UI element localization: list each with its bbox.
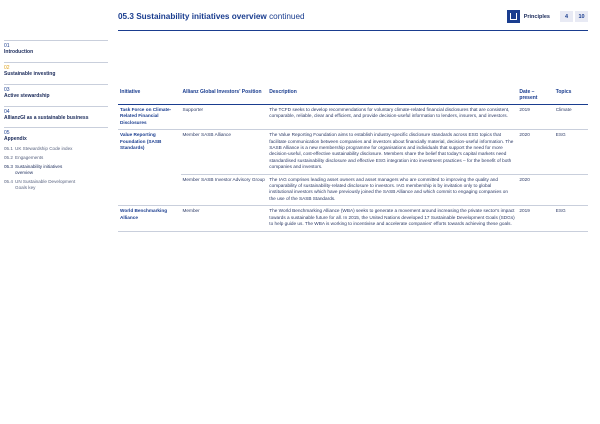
table-row	[118, 206, 588, 231]
cell-description: The IAG comprises leading asset owners and asset managers who are committed to improving the quality and comparability of sustainability-related disclosure to investors. IAG membership is by invitation only to global institutional investors which have previously joined the SASB Alliance and which commit to engaging companies on the use of the SASB Standards.	[267, 174, 517, 206]
cell-date: 2019	[517, 206, 553, 231]
book-icon	[507, 10, 520, 23]
section-number: 04	[4, 109, 10, 115]
section-title: Introduction	[4, 49, 34, 55]
page-title: 05.3 Sustainability initiatives overview continued	[118, 12, 305, 21]
cell-position: Member SASB Alliance	[181, 130, 268, 174]
sidebar-section-sustainable-business[interactable]	[4, 106, 108, 121]
principles-label: Principles	[523, 13, 550, 20]
col-description: Description	[267, 88, 517, 105]
principles-nav	[507, 10, 588, 23]
principle-10-button[interactable]: 10	[575, 11, 588, 22]
table-row	[118, 130, 588, 174]
col-initiative: Initiative	[118, 88, 181, 105]
sidebar-nav	[0, 0, 112, 424]
cell-initiative: Value Reporting Foundation (SASB Standards)	[118, 130, 181, 206]
sidebar-section-introduction[interactable]	[4, 40, 108, 55]
cell-position: Member	[181, 206, 268, 231]
cell-date: 2019	[517, 105, 553, 130]
cell-topics	[554, 174, 588, 206]
col-date: Date – present	[517, 88, 553, 105]
cell-description: The World Benchmarking Alliance (WBA) seeks to generate a movement around increasing the private sector's impact towards a sustainable future for all. In 2015, the United Nations developed 17 Sustainable Development Goals (SDGs) to help guide us. The WBA is working to incentivise and accelerate companies' efforts towards achieving these goals.	[267, 206, 517, 231]
table-row	[118, 174, 588, 206]
cell-topics: ESG	[554, 130, 588, 174]
section-title: Appendix	[4, 136, 27, 142]
cell-description: The TCFD seeks to develop recommendations for voluntary climate-related financial disclosures that are consistent, comparable, reliable, clear and efficient, and provide decision-useful information to lenders, insurers, and investors.	[267, 105, 517, 130]
col-topics: Topics	[554, 88, 588, 105]
initiatives-table	[118, 88, 588, 232]
section-title: Active stewardship	[4, 93, 50, 99]
cell-topics: ESG	[554, 206, 588, 231]
cell-position: Member SASB Investor Advisory Group	[181, 174, 268, 206]
header-divider	[118, 30, 588, 31]
col-position: Allianz Global Investors' Position	[181, 88, 268, 105]
section-title: Sustainable investing	[4, 71, 56, 77]
sidebar-item-sdg-key[interactable]: 05.4 UN Sustainable Development Goals key	[4, 179, 76, 190]
principle-4-button[interactable]: 4	[560, 11, 573, 22]
page-header	[118, 10, 588, 30]
sidebar-section-appendix[interactable]	[4, 127, 108, 191]
cell-topics: Climate	[554, 105, 588, 130]
section-title: AllianzGI as a sustainable business	[4, 115, 89, 121]
cell-position: Supporter	[181, 105, 268, 130]
section-number: 02	[4, 65, 10, 71]
table-header-row	[118, 88, 588, 105]
cell-description: The Value Reporting Foundation aims to establish industry-specific disclosure standards across ESG topics that facilitate communication between companies and investors about financially material, decision-useful information. The SASB Alliance is a new membership programme for organisations and individuals that support the need for more decision-useful, cost-effective sustainability disclosure. Members share the belief that today's capital markets need standardised sustainability disclosure and effective ESG integration into investment practices – for the benefit of both companies and investors.	[267, 130, 517, 174]
cell-initiative: Task Force on Climate-Related Financial Disclosures	[118, 105, 181, 130]
sidebar-section-active-stewardship[interactable]	[4, 84, 108, 99]
sidebar-item-engagements[interactable]: 05.2 Engagements	[4, 155, 44, 160]
cell-date: 2020	[517, 174, 553, 206]
sidebar-section-sustainable-investing[interactable]	[4, 62, 108, 77]
sidebar-item-stewardship-code[interactable]: 05.1 UK Stewardship Code index	[4, 146, 73, 151]
section-number: 05	[4, 130, 10, 136]
table-row	[118, 105, 588, 130]
section-number: 03	[4, 87, 10, 93]
sidebar-item-initiatives-overview[interactable]: 05.3 Sustainability initiatives overview	[4, 164, 63, 175]
section-number: 01	[4, 43, 10, 49]
cell-initiative: World Benchmarking Alliance	[118, 206, 181, 231]
cell-date: 2020	[517, 130, 553, 174]
